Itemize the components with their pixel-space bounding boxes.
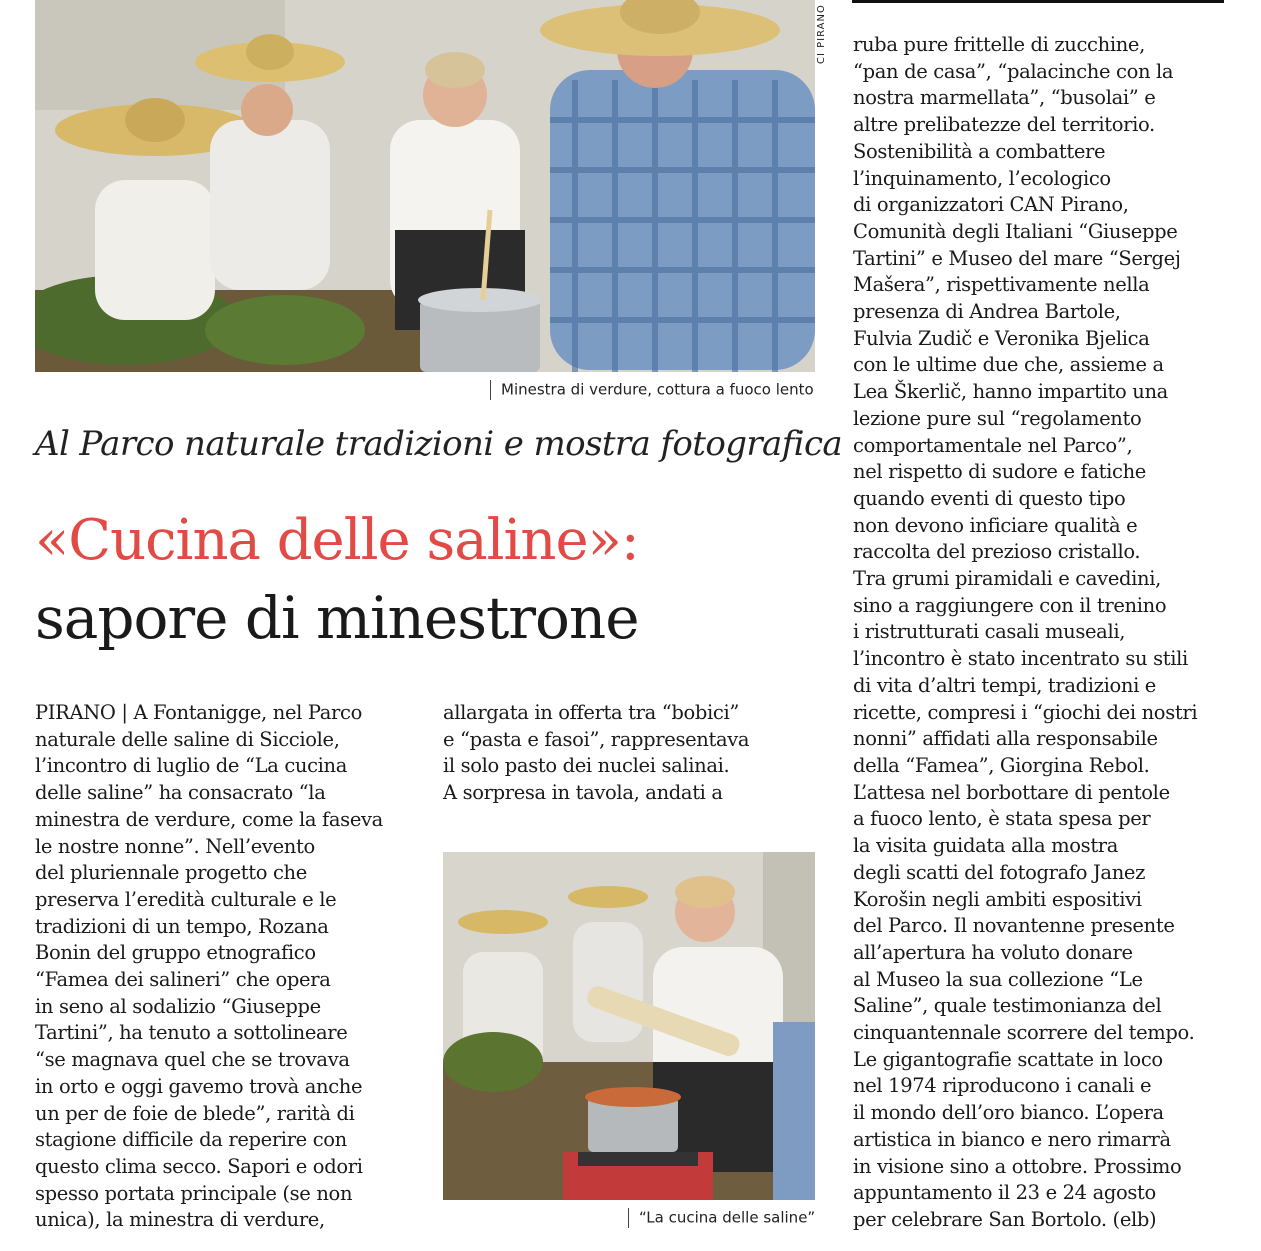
- photo-bottom-caption-text: “La cucina delle saline”: [639, 1208, 816, 1227]
- text-line: del Parco. Il novantenne presente: [853, 914, 1175, 938]
- text-line: Tartini” e Museo del mare “Sergej: [853, 246, 1181, 270]
- text-line: i ristrutturati casali museali,: [853, 620, 1126, 644]
- text-line: la visita guidata alla mostra: [853, 834, 1119, 858]
- text-line: stagione difficile da reperire con: [35, 1128, 347, 1152]
- text-line: Bonin del gruppo etnografico: [35, 941, 316, 965]
- text-line: spesso portata principale (se non: [35, 1181, 353, 1205]
- text-line: l’inquinamento, l’ecologico: [853, 166, 1111, 190]
- text-line: il solo pasto dei nuclei salinai.: [443, 754, 730, 778]
- text-line: sino a raggiungere con il trenino: [853, 593, 1167, 617]
- text-line: ruba pure frittelle di zucchine,: [853, 33, 1145, 56]
- text-line: nonni” affidati alla responsabile: [853, 727, 1158, 751]
- text-line: PIRANO | A Fontanigge, nel Parco: [35, 701, 362, 724]
- text-line: appuntamento il 23 e 24 agosto: [853, 1181, 1156, 1205]
- text-line: comportamentale nel Parco”,: [853, 433, 1133, 457]
- text-line: nel 1974 riproducono i canali e: [853, 1074, 1152, 1098]
- text-line: degli scatti del fotografo Janez: [853, 860, 1146, 884]
- text-line: unica), la minestra di verdure,: [35, 1208, 325, 1232]
- text-line: Lea Škerlič, hanno impartito una: [853, 380, 1168, 404]
- text-line: cinquantennale scorrere del tempo.: [853, 1021, 1195, 1045]
- photo-minestra-cooking: [35, 0, 815, 372]
- photo-bottom-caption: [628, 1208, 815, 1228]
- text-line: artistica in bianco e nero rimarrà: [853, 1127, 1171, 1151]
- text-line: e “pasta e fasoi”, rappresentava: [443, 727, 750, 751]
- text-line: a fuoco lento, è stata spesa per: [853, 807, 1151, 831]
- text-line: delle saline” ha consacrato “la: [35, 781, 326, 805]
- text-line: l’incontro di luglio de “La cucina: [35, 754, 348, 778]
- photo-cucina-saline: [443, 852, 815, 1200]
- photo-top-caption-text: Minestra di verdure, cottura a fuoco lento: [501, 380, 814, 399]
- text-line: questo clima secco. Sapori e odori: [35, 1154, 363, 1178]
- text-line: Sostenibilità a combattere: [853, 139, 1106, 163]
- headline-primary: «Cucina delle saline»:: [35, 508, 639, 573]
- text-line: Fulvia Zudič e Veronika Bjelica: [853, 326, 1150, 350]
- caption-divider: [628, 1208, 629, 1228]
- text-line: Saline”, quale testimonianza del: [853, 994, 1162, 1018]
- caption-divider: [490, 380, 491, 400]
- text-line: “Famea dei salineri” che opera: [35, 968, 331, 992]
- column-top-rule: [852, 0, 1224, 3]
- text-line: nostra marmellata”, “busolai” e: [853, 86, 1156, 110]
- text-line: in orto e oggi gavemo trovà anche: [35, 1074, 363, 1098]
- photo-illustration-bottom: [443, 852, 815, 1200]
- text-line: il mondo dell’oro bianco. L’opera: [853, 1101, 1164, 1125]
- text-line: in seno al sodalizio “Giuseppe: [35, 994, 321, 1018]
- text-line: “se magnava quel che se trovava: [35, 1048, 350, 1072]
- headline-secondary: sapore di minestrone: [35, 584, 639, 652]
- text-line: in visione sino a ottobre. Prossimo: [853, 1154, 1182, 1178]
- text-line: Le gigantografie scattate in loco: [853, 1047, 1163, 1071]
- text-line: Korošin negli ambiti espositivi: [853, 887, 1142, 911]
- text-line: “pan de casa”, “palacinche con la: [853, 59, 1174, 83]
- photo-top-caption: [490, 380, 814, 400]
- text-line: L’attesa nel borbottare di pentole: [853, 780, 1170, 804]
- article-kicker: Al Parco naturale tradizioni e mostra fotografica: [35, 424, 843, 464]
- text-line: ricette, compresi i “giochi dei nostri: [853, 700, 1198, 724]
- text-line: naturale delle saline di Sicciole,: [35, 727, 340, 751]
- text-line: Mašera”, rispettivamente nella: [853, 273, 1150, 297]
- article-column-2: [443, 700, 793, 807]
- photo-illustration: [35, 0, 815, 372]
- text-line: con le ultime due che, assieme a: [853, 353, 1164, 377]
- text-line: di vita d’altri tempi, tradizioni e: [853, 673, 1156, 697]
- article-column-1: [35, 700, 415, 1234]
- text-line: nel rispetto di sudore e fatiche: [853, 460, 1146, 484]
- photo-credit-text: CI PIRANO: [816, 4, 827, 64]
- text-line: l’incontro è stato incentrato su stili: [853, 647, 1188, 671]
- text-line: un per de foie de blede”, rarità di: [35, 1101, 355, 1125]
- text-line: al Museo la sua collezione “Le: [853, 967, 1143, 991]
- text-line: altre prelibatezze del territorio.: [853, 113, 1155, 137]
- text-line: preserva l’eredità culturale e le: [35, 887, 337, 911]
- text-line: all’apertura ha voluto donare: [853, 940, 1133, 964]
- text-line: lezione pure sul “regolamento: [853, 406, 1142, 430]
- text-line: Tartini”, ha tenuto a sottolineare: [35, 1021, 348, 1045]
- text-line: allargata in offerta tra “bobici”: [443, 701, 739, 724]
- text-line: le nostre nonne”. Nell’evento: [35, 834, 315, 858]
- text-line: tradizioni di un tempo, Rozana: [35, 914, 329, 938]
- text-line: raccolta del prezioso cristallo.: [853, 540, 1141, 564]
- text-line: presenza di Andrea Bartole,: [853, 300, 1121, 324]
- text-line: di organizzatori CAN Pirano,: [853, 193, 1129, 217]
- text-line: per celebrare San Bortolo. (elb): [853, 1207, 1157, 1231]
- text-line: della “Famea”, Giorgina Rebol.: [853, 753, 1150, 777]
- text-line: Comunità degli Italiani “Giuseppe: [853, 219, 1178, 243]
- text-line: non devono inficiare qualità e: [853, 513, 1138, 537]
- article-column-3: [853, 32, 1233, 1234]
- photo-credit: [814, 6, 834, 66]
- text-line: Tra grumi piramidali e cavedini,: [853, 567, 1161, 591]
- text-line: del pluriennale progetto che: [35, 861, 307, 885]
- text-line: minestra de verdure, come la faseva: [35, 807, 383, 831]
- text-line: quando eventi di questo tipo: [853, 486, 1126, 510]
- text-line: A sorpresa in tavola, andati a: [443, 781, 723, 805]
